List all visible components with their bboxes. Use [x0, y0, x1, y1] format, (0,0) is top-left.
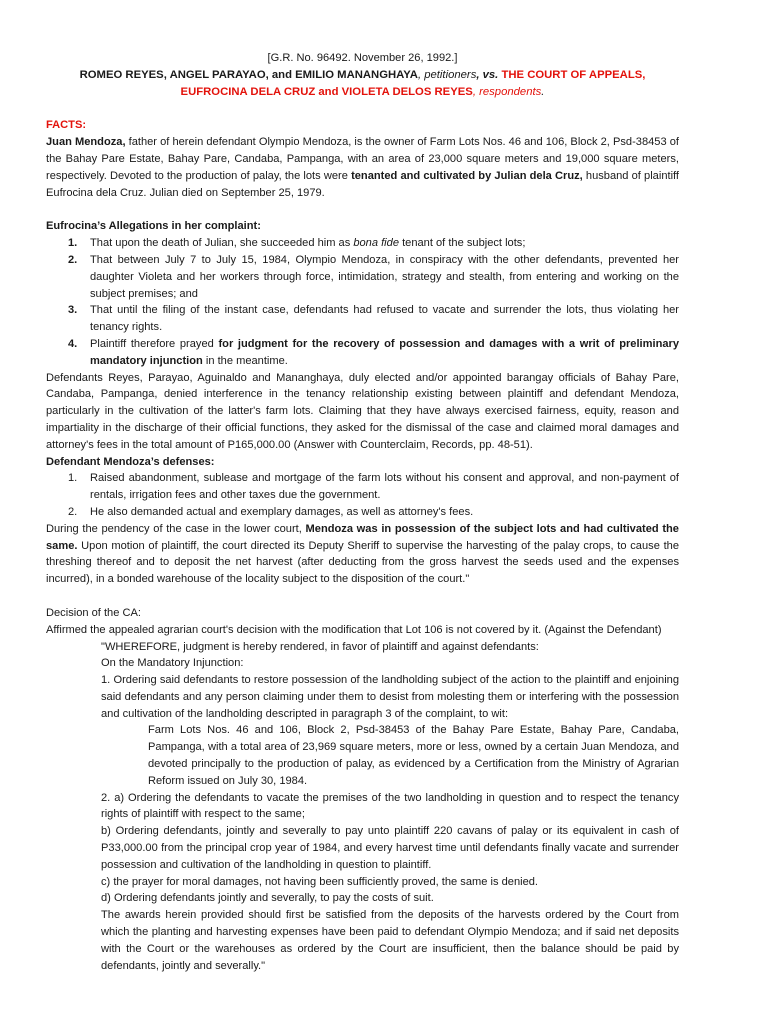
petitioners-label: , petitioners [417, 68, 477, 81]
list-item [46, 302, 679, 336]
item-text: tenant of the subject lots; [399, 237, 526, 250]
list-item [46, 336, 679, 370]
pendency-strong: Mendoza was in possession of the subject lots and had cultivated the same. [46, 522, 679, 552]
item-text: He also demanded actual and exemplary damages, as well as attorney's fees. [90, 505, 474, 518]
item-number: 1. [68, 472, 78, 485]
respondents-names: EUFROCINA DELA CRUZ and VIOLETA DELOS REYES [180, 85, 473, 98]
owner-name: Juan Mendoza, [46, 136, 126, 149]
order-2b: b) Ordering defendants, jointly and severally to pay unto plaintiff 220 cavans of palay or its equivalent in cash of P33,000.00 from the principal crop year of 1984, and every harvest time until defendants finally vacate and surrender possession and cultivation of the landholding in question to plaintiff. [101, 825, 679, 871]
item-number: 4. [68, 337, 78, 350]
item-text: Raised abandonment, sublease and mortgage of the farm lots without his consent and approval, and non-payment of rentals, irrigation fees and other taxes due the government. [90, 472, 679, 502]
tenant-text: tenanted and cultivated by Julian dela Cruz, [351, 169, 583, 182]
versus-label: , vs. [476, 68, 499, 81]
item-number: 2. [68, 253, 78, 266]
item-text: Plaintiff therefore prayed [90, 337, 219, 350]
allegations-heading: Eufrocina’s Allegations in her complaint: [46, 220, 261, 233]
item-number: 2. [68, 505, 78, 518]
wherefore-clause: "WHEREFORE, judgment is hereby rendered, in favor of plaintiff and against defendants: [101, 640, 539, 653]
order-2a: 2. a) Ordering the defendants to vacate the premises of the two landholding in question and to respect the tenancy rights of plaintiff with respect to the same; [101, 791, 679, 821]
list-item [46, 235, 679, 252]
caption-period: . [541, 85, 545, 98]
order-2d: d) Ordering defendants jointly and severally, to pay the costs of suit. [101, 892, 434, 905]
pendency-paragraph [46, 521, 679, 588]
pendency-text-2: Upon motion of plaintiff, the court directed its Deputy Sheriff to supervise the harvesting of the palay crops, to cause the threshing thereof and to deposit the net harvest (after deducting from the gross harvest the seeds used and the expenses incurred), in a bonded warehouse of the locality subject to the disposition of the court." [46, 539, 679, 586]
allegations-list [46, 235, 679, 369]
facts-heading: FACTS: [46, 119, 87, 132]
list-item [46, 470, 679, 504]
respondents-label: , respondents [472, 85, 542, 98]
petitioners-names: ROMEO REYES, ANGEL PARAYAO, and EMILIO MANANGHAYA [79, 68, 418, 81]
mendoza-defenses-list [46, 470, 679, 520]
item-text: That between July 7 to July 15, 1984, Olympio Mendoza, in conspiracy with the other defendants, prevented her daughter Violeta and her workers through force, intimidation, strategy and stealth, from entering and working on the subject premises; and [90, 253, 679, 300]
facts-text-1: father of herein defendant Olympio Mendoza, is the owner of Farm Lots Nos. 46 and 106, Block 2, Psd-38453 of the Bahay Pare Estate, Bahay Pare, Candaba, Pampanga, with an area of 23,000 square meters and 19,000 square meters, respectively. Devoted to the production of palay, the lots were [46, 136, 679, 182]
item-number: 3. [68, 304, 78, 317]
list-item [46, 504, 679, 521]
case-number: [G.R. No. 96492. November 26, 1992.] [267, 52, 458, 64]
item-text: That upon the death of Julian, she succeeded him as [90, 237, 354, 250]
awards-paragraph: The awards herein provided should first be satisfied from the deposits of the harvests ordered by the Court from which the planting and harvesting expenses have been paid to defendant Olympio Mendoza; and if said net deposits with the Court or the warehouses as ordered by the Court are insufficient, then the balance should be paid by defendants, jointly and severally." [101, 909, 679, 972]
farm-lots-description: Farm Lots Nos. 46 and 106, Block 2, Psd-38453 of the Bahay Pare Estate, Bahay Pare, Candaba, Pampanga, with a total area of 23,969 square meters, more or less, owned by a certain Juan Mendoza, and devoted principally to the production of palay, as evidenced by a Certification from the Ministry of Agrarian Reform issued on July 30, 1984. [148, 724, 679, 787]
respondent-court: THE COURT OF APPEALS, [498, 68, 646, 81]
case-caption [46, 67, 679, 101]
facts-text-2: husband of plaintiff Eufrocina dela Cruz. Julian died on September 25, 1979. [46, 169, 679, 199]
item-text: That until the filing of the instant case, defendants had refused to vacate and surrender the lots, thus violating her tenancy rights. [90, 304, 679, 334]
order-2c: c) the prayer for moral damages, not having been sufficiently proved, the same is denied. [101, 875, 539, 888]
facts-paragraph [46, 134, 679, 201]
item-text: in the meantime. [202, 354, 288, 367]
ca-decision-heading: Decision of the CA: [46, 606, 141, 619]
mendoza-defenses-heading: Defendant Mendoza’s defenses: [46, 455, 215, 468]
item-number: 1. [68, 237, 78, 250]
mandatory-injunction-label: On the Mandatory Injunction: [101, 657, 244, 670]
ca-affirmed: Affirmed the appealed agrarian court's decision with the modification that Lot 106 is not covered by it. (Against the Defendant) [46, 623, 662, 636]
list-item [46, 252, 679, 302]
order-1: 1. Ordering said defendants to restore possession of the landholding subject of the action to the plaintiff and enjoining said defendants and any person claiming under them to desist from molesting them or interfering with the possession and cultivation of the landholding descripted in paragraph 3 of the complaint, to wit: [101, 674, 679, 720]
defendants-paragraph: Defendants Reyes, Parayao, Aguinaldo and Mananghaya, duly elected and/or appointed barangay officials of Bahay Pare, Candaba, Pampanga, denied interference in the tenancy relationship existing between plaintiff and defendant Mendoza, particularly in the cultivation of the latter's farm lots. Claiming that they have always exercised fairness, equity, reason and impartiality in the discharge of their official functions, they asked for the dismissal of the case and claimed moral damages and attorney's fees in the total amount of P165,000.00 (Answer with Counterclaim, Records, pp. 48-51). [46, 371, 679, 451]
pendency-text-1: During the pendency of the case in the lower court, [46, 522, 306, 535]
item-strong: for judgment for the recovery of possession and damages with a writ of preliminary mandatory injunction [90, 337, 679, 367]
item-emphasis: bona fide [353, 237, 399, 250]
